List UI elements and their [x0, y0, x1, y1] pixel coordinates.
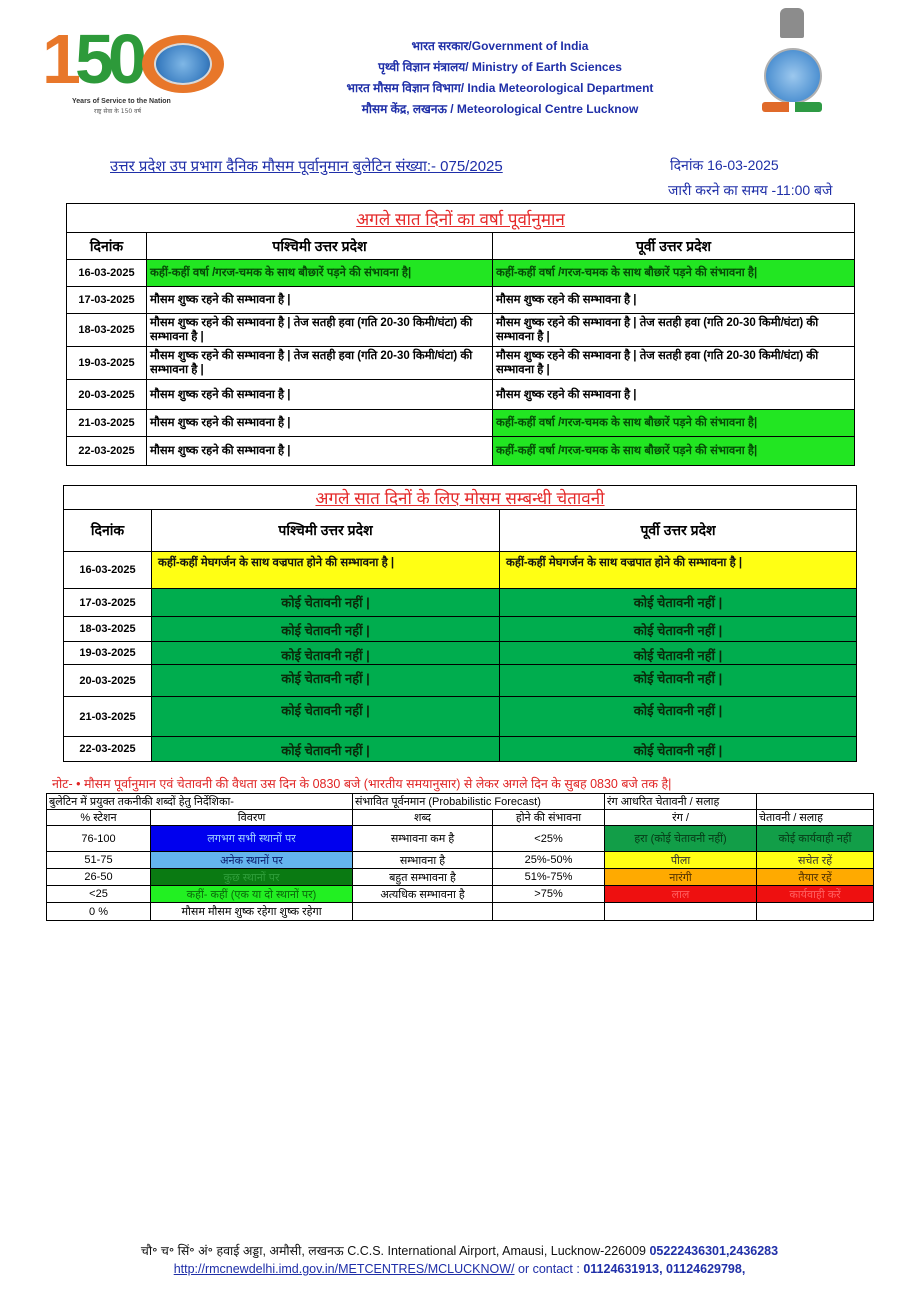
header-east-up: पूर्वी उत्तर प्रदेश: [500, 510, 857, 552]
west-up-warning: कोई चेतावनी नहीं |: [152, 642, 500, 665]
west-up-forecast: मौसम शुष्क रहने की सम्भावना है | तेज सतही हवा (गति 20-30 किमी/घंटा) की सम्भावना है |: [147, 314, 493, 347]
legend-color: हरा (कोई चेतावनी नहीं): [605, 826, 757, 852]
legend-col-description: विवरण: [151, 810, 353, 826]
west-up-warning: कोई चेतावनी नहीं |: [152, 617, 500, 642]
legend-advice: सचेत रहें: [757, 852, 874, 869]
row-date: 22-03-2025: [67, 437, 147, 466]
legend-probability: 51%-75%: [493, 869, 605, 886]
row-date: 16-03-2025: [67, 260, 147, 287]
row-date: 17-03-2025: [67, 287, 147, 314]
row-date: 19-03-2025: [67, 347, 147, 380]
row-date: 21-03-2025: [67, 410, 147, 437]
legend-station-pct: 51-75: [47, 852, 151, 869]
east-up-forecast: कहीं-कहीं वर्षा /गरज-चमक के साथ बौछारें पड़ने की संभावना है|: [493, 437, 855, 466]
west-up-forecast: मौसम शुष्क रहने की सम्भावना है |: [147, 437, 493, 466]
east-up-warning: कोई चेतावनी नहीं |: [500, 737, 857, 762]
legend-description: कहीं- कहीं (एक या दो स्थानों पर): [151, 886, 353, 903]
legend-probability: <25%: [493, 826, 605, 852]
warning-row: [64, 552, 857, 589]
rain-forecast-table: [66, 203, 855, 466]
legend-color: [605, 903, 757, 921]
rain-forecast-row: [67, 437, 855, 466]
east-up-warning: कहीं-कहीं मेघगर्जन के साथ वज्रपात होने की सम्भावना है |: [500, 552, 857, 589]
warning-row: [64, 617, 857, 642]
row-date: 20-03-2025: [64, 665, 152, 697]
org-line-department: भारत मौसम विज्ञान विभाग/ India Meteorological Department: [346, 81, 654, 95]
rain-forecast-row: [67, 347, 855, 380]
logo-digit-1: 1: [42, 20, 75, 98]
warning-row: [64, 697, 857, 737]
legend-advice: कार्यवाही करें: [757, 886, 874, 903]
legend-description: कुछ स्थानों पर: [151, 869, 353, 886]
rain-forecast-row: [67, 410, 855, 437]
legend-probability: [493, 903, 605, 921]
legend-section-color-warning: रंग आधरित चेतावनी / सलाह: [605, 794, 757, 810]
legend-probability: 25%-50%: [493, 852, 605, 869]
warning-row: [64, 642, 857, 665]
header-west-up: पश्चिमी उत्तर प्रदेश: [147, 233, 493, 260]
org-header: [300, 36, 700, 120]
row-date: 18-03-2025: [64, 617, 152, 642]
legend-col-station-pct: % स्टेशन: [47, 810, 151, 826]
row-date: 22-03-2025: [64, 737, 152, 762]
legend-description: लगभग सभी स्थानों पर: [151, 826, 353, 852]
legend-row: [47, 903, 874, 921]
legend-advice: [757, 903, 874, 921]
imd-emblem-icon: [760, 8, 824, 120]
legend-col-word: शब्द: [353, 810, 493, 826]
legend-station-pct: 0 %: [47, 903, 151, 921]
rain-forecast-row: [67, 314, 855, 347]
footer-contact-line: [0, 1262, 919, 1276]
legend-station-pct: 76-100: [47, 826, 151, 852]
rain-forecast-caption: अगले सात दिनों का वर्षा पूर्वानुमान: [67, 204, 855, 233]
warning-row: [64, 665, 857, 697]
row-date: 20-03-2025: [67, 380, 147, 410]
footer-address-line: [0, 1242, 919, 1259]
header-date: दिनांक: [67, 233, 147, 260]
imd-150-years-logo: [42, 20, 232, 115]
legend-section-probabilistic: संभावित पूर्वनमान (Probabilistic Forecast): [353, 794, 605, 810]
legend-table: [46, 793, 874, 921]
rain-forecast-row: [67, 260, 855, 287]
header-east-up: पूर्वी उत्तर प्रदेश: [493, 233, 855, 260]
footer-contact-label: or contact :: [518, 1262, 580, 1276]
logo-digit-50: 50: [74, 20, 141, 98]
east-up-warning: कोई चेतावनी नहीं |: [500, 642, 857, 665]
legend-color: पीला: [605, 852, 757, 869]
east-up-forecast: मौसम शुष्क रहने की सम्भावना है |: [493, 287, 855, 314]
west-up-warning: कहीं-कहीं मेघगर्जन के साथ वज्रपात होने की सम्भावना है |: [152, 552, 500, 589]
east-up-warning: कोई चेतावनी नहीं |: [500, 697, 857, 737]
legend-col-color: रंग /: [605, 810, 757, 826]
org-line-ministry: पृथ्वी विज्ञान मंत्रालय/ Ministry of Earth Sciences: [378, 60, 622, 74]
row-date: 16-03-2025: [64, 552, 152, 589]
warning-caption: अगले सात दिनों के लिए मोसम सम्बन्धी चेतावनी: [64, 486, 857, 510]
legend-color: नारंगी: [605, 869, 757, 886]
warning-row: [64, 737, 857, 762]
legend-col-probability: होने की संभावना: [493, 810, 605, 826]
legend-advice: तैयार रहें: [757, 869, 874, 886]
rain-forecast-row: [67, 380, 855, 410]
legend-word: सम्भावना है: [353, 852, 493, 869]
warning-row: [64, 589, 857, 617]
legend-station-pct: <25: [47, 886, 151, 903]
legend-row: [47, 826, 874, 852]
east-up-forecast: मौसम शुष्क रहने की सम्भावना है | तेज सतही हवा (गति 20-30 किमी/घंटा) की सम्भावना है |: [493, 314, 855, 347]
legend-probability: >75%: [493, 886, 605, 903]
row-date: 21-03-2025: [64, 697, 152, 737]
legend-description: अनेक स्थानों पर: [151, 852, 353, 869]
legend-row: [47, 852, 874, 869]
east-up-forecast: कहीं-कहीं वर्षा /गरज-चमक के साथ बौछारें पड़ने की संभावना है|: [493, 260, 855, 287]
legend-col-advice: चेतावनी / सलाह: [757, 810, 874, 826]
weather-warning-table: [63, 485, 857, 762]
legend-description: मौसम मौसम शुष्क रहेगा शुष्क रहेगा: [151, 903, 353, 921]
validity-note: नोट- • मौसम पूर्वानुमान एवं चेतावनी की वैधता उस दिन के 0830 बजे (भारतीय समयानुसार) से लेकर अगले दिन के सुबह 0830 बजे तक है|: [52, 777, 672, 791]
east-up-warning: कोई चेतावनी नहीं |: [500, 665, 857, 697]
footer-address: चौ॰ च॰ सिं॰ अं॰ हवाई अड्डा, अमौसी, लखनऊ C.C.S. International Airport, Amausi, Lucknow-226009: [140, 1244, 646, 1258]
west-up-forecast: मौसम शुष्क रहने की सम्भावना है |: [147, 287, 493, 314]
row-date: 18-03-2025: [67, 314, 147, 347]
west-up-forecast: मौसम शुष्क रहने की सम्भावना है |: [147, 410, 493, 437]
footer-phone-delhi: 01124631913, 01124629798,: [583, 1262, 746, 1276]
legend-advice: कोई कार्यवाही नहीं: [757, 826, 874, 852]
west-up-warning: कोई चेतावनी नहीं |: [152, 737, 500, 762]
bulletin-date: दिनांक 16-03-2025: [670, 157, 779, 173]
org-line-government: भारत सरकार/Government of India: [411, 39, 589, 53]
west-up-forecast: मौसम शुष्क रहने की सम्भावना है | तेज सतही हवा (गति 20-30 किमी/घंटा) की सम्भावना है |: [147, 347, 493, 380]
legend-row: [47, 886, 874, 903]
issue-time: जारी करने का समय -11:00 बजे: [668, 182, 833, 198]
west-up-forecast: कहीं-कहीं वर्षा /गरज-चमक के साथ बौछारें पड़ने की संभावना है|: [147, 260, 493, 287]
rain-forecast-row: [67, 287, 855, 314]
org-line-centre: मौसम केंद्र, लखनऊ / Meteorological Centre Lucknow: [361, 102, 639, 116]
legend-word: बहुत सम्भावना है: [353, 869, 493, 886]
row-date: 17-03-2025: [64, 589, 152, 617]
legend-section-terms: बुलेटिन में प्रयुक्त तकनीकी शब्दों हेतु निर्देशिका-: [47, 794, 353, 810]
bulletin-title: उत्तर प्रदेश उप प्रभाग दैनिक मौसम पूर्वानुमान बुलेटिन संख्या:- 075/2025: [110, 158, 503, 175]
national-emblem-icon: [780, 8, 804, 38]
east-up-warning: कोई चेतावनी नहीं |: [500, 617, 857, 642]
footer-phone-lucknow: 05222436301,2436283: [649, 1244, 779, 1258]
header-date: दिनांक: [64, 510, 152, 552]
row-date: 19-03-2025: [64, 642, 152, 665]
west-up-warning: कोई चेतावनी नहीं |: [152, 589, 500, 617]
legend-color: लाल: [605, 886, 757, 903]
east-up-forecast: कहीं-कहीं वर्षा /गरज-चमक के साथ बौछारें पड़ने की संभावना है|: [493, 410, 855, 437]
header-west-up: पश्चिमी उत्तर प्रदेश: [152, 510, 500, 552]
logo-ring-icon: [142, 35, 224, 93]
legend-row: [47, 869, 874, 886]
logo-tagline-hi: राष्ट्र सेवा के 150 वर्ष: [94, 108, 141, 115]
west-up-forecast: मौसम शुष्क रहने की सम्भावना है |: [147, 380, 493, 410]
east-up-forecast: मौसम शुष्क रहने की सम्भावना है |: [493, 380, 855, 410]
legend-station-pct: 26-50: [47, 869, 151, 886]
west-up-warning: कोई चेतावनी नहीं |: [152, 665, 500, 697]
east-up-forecast: मौसम शुष्क रहने की सम्भावना है | तेज सतही हवा (गति 20-30 किमी/घंटा) की सम्भावना है |: [493, 347, 855, 380]
east-up-warning: कोई चेतावनी नहीं |: [500, 589, 857, 617]
logo-tagline-en: Years of Service to the Nation: [72, 98, 171, 105]
legend-word: [353, 903, 493, 921]
footer-website-link[interactable]: http://rmcnewdelhi.imd.gov.in/METCENTRES/MCLUCKNOW/: [173, 1262, 515, 1276]
west-up-warning: कोई चेतावनी नहीं |: [152, 697, 500, 737]
legend-word: सम्भावना कम है: [353, 826, 493, 852]
legend-word: अत्यधिक सम्भावना है: [353, 886, 493, 903]
